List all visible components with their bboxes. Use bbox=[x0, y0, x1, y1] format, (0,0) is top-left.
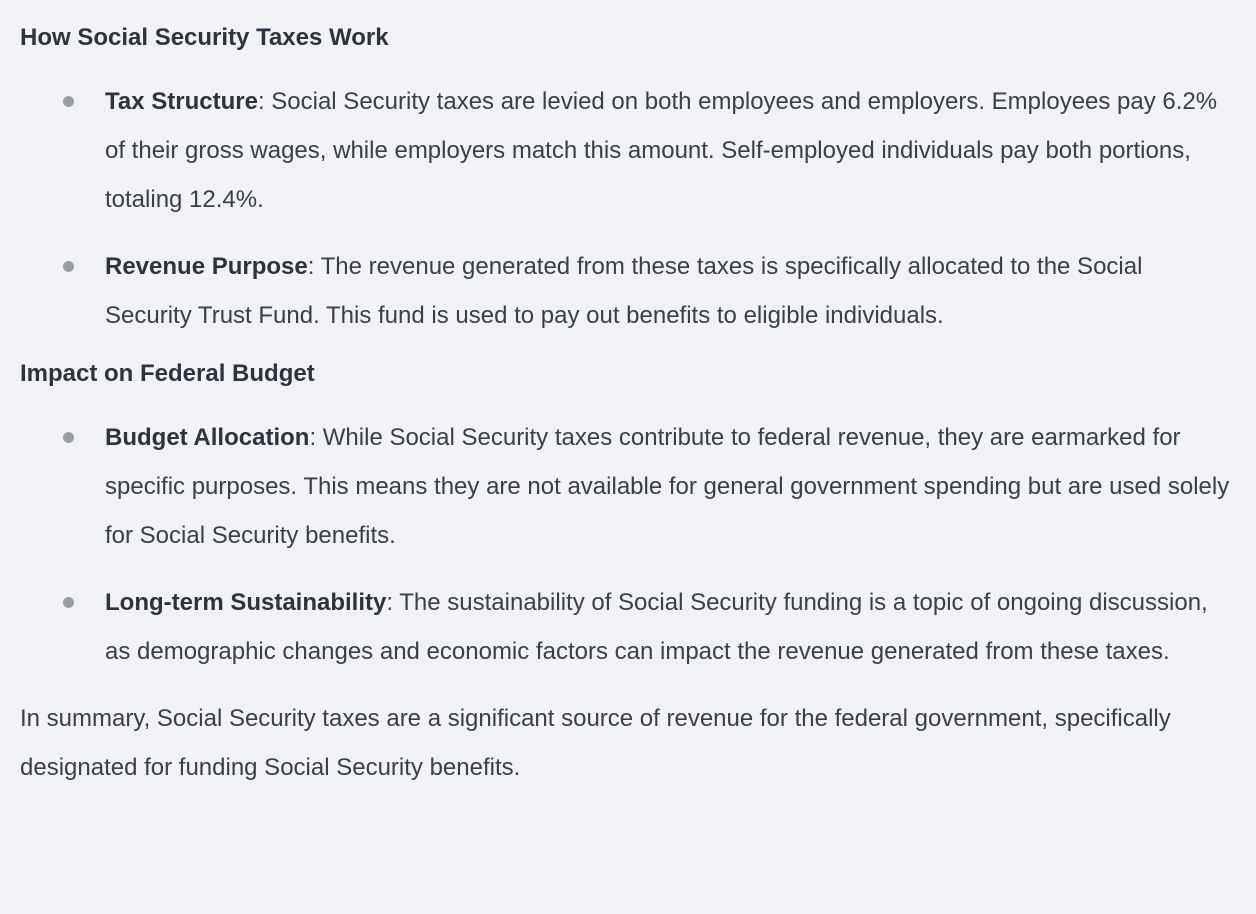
bullet-icon bbox=[63, 261, 74, 272]
section-heading-how-taxes-work: How Social Security Taxes Work bbox=[20, 24, 389, 51]
item-term-revenue-purpose: Revenue Purpose bbox=[105, 253, 308, 280]
item-description: : The sustainability of Social Security funding is a topic of ongoing discussion, as demographic changes and economic factors can impact the revenue generated from these taxes. bbox=[105, 589, 1208, 665]
bullet-list-taxes-work bbox=[20, 77, 1234, 340]
bullet-list-federal-budget bbox=[20, 413, 1234, 676]
item-term-tax-structure: Tax Structure bbox=[105, 88, 258, 115]
item-description: : Social Security taxes are levied on both employees and employers. Employees pay 6.2% of their gross wages, while employers match this amount. Self-employed individuals pay both portions, totaling 12.4%. bbox=[105, 88, 1218, 213]
section-heading-federal-budget: Impact on Federal Budget bbox=[20, 360, 315, 387]
summary-paragraph: In summary, Social Security taxes are a significant source of revenue for the federal government, specifically designated for funding Social Security benefits. bbox=[20, 705, 1171, 781]
list-item bbox=[20, 77, 1234, 224]
item-term-long-term-sustainability: Long-term Sustainability bbox=[105, 589, 387, 616]
item-description: : While Social Security taxes contribute to federal revenue, they are earmarked for specific purposes. This means they are not available for general government spending but are used solely for Social Security benefits. bbox=[105, 424, 1230, 549]
item-term-budget-allocation: Budget Allocation bbox=[105, 424, 310, 451]
list-item bbox=[20, 242, 1234, 340]
bullet-icon bbox=[63, 432, 74, 443]
response-content bbox=[20, 22, 1234, 792]
bullet-icon bbox=[63, 597, 74, 608]
item-description: : The revenue generated from these taxes is specifically allocated to the Social Security Trust Fund. This fund is used to pay out benefits to eligible individuals. bbox=[105, 253, 1143, 329]
list-item bbox=[20, 413, 1234, 560]
bullet-icon bbox=[63, 96, 74, 107]
list-item bbox=[20, 578, 1234, 676]
